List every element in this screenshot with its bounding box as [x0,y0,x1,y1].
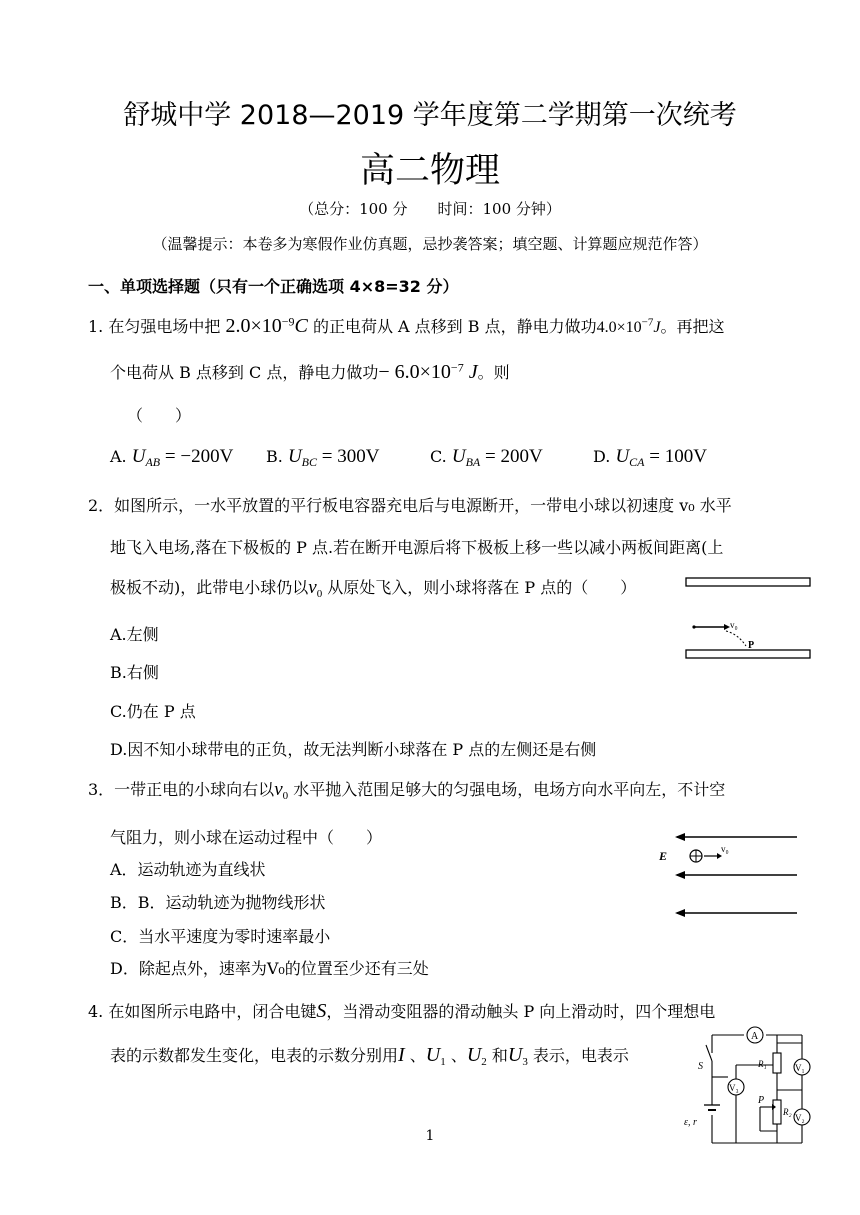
q2-line3: 极板不动)，此带电小球仍以$v_0$ 从原处飞入，则小球将落在 P 点的（ ） [110,577,637,601]
switch [706,1045,712,1061]
svg-text:S: S [698,1061,703,1072]
q3-option-d: D．除起点外，速率为V₀的位置至少还有三处 [110,959,429,978]
svg-text:V₂: V₂ [795,1113,805,1123]
q1-answer-blank: （ ） [127,406,192,425]
q1-line1: 1. 在匀强电场中把 $2.0\times 10^{-9}C$ 的正电荷从 A 点移到 B 点，静电力做功$4.0\times 10^{-7}J$。再把这 [88,314,725,337]
q3-option-a: A．运动轨迹为直线状 [110,860,266,879]
p-label: P [748,640,755,651]
q2-option-a: A.左侧 [110,625,159,644]
q1-option-a: A. $U_{AB} = -200V$ [110,446,234,470]
v0-label: v₀ [721,844,729,854]
resistor-r1 [773,1053,781,1073]
svg-text:ε, r: ε, r [684,1117,697,1128]
upper-plate [686,578,810,586]
trajectory [726,631,746,646]
svg-text:P: P [758,1095,765,1106]
v0-label: v₀ [730,620,738,630]
lower-plate [686,650,810,658]
q1-line2: 个电荷从 B 点移到 C 点，静电力做功− $6.0\times 10^{-7}$ J。则 [110,360,510,383]
svg-text:V₁: V₁ [795,1063,805,1073]
e-label: E [659,849,668,863]
q1-option-d: D. $U_{CA} = 100V$ [593,446,707,470]
q3-line1: 3．一带正电的小球向右以$v_0$ 水平抛入范围足够大的匀强电场，电场方向水平向左，不计空 [88,779,726,803]
q2-option-c: C.仍在 P 点 [110,702,196,721]
resistor-r2 [773,1100,781,1124]
exam-meta: （总分：100 分 时间：100 分钟） [299,200,561,218]
q1-option-c: C. $U_{BA} = 200V$ [430,446,543,470]
q4-line1: 4. 在如图所示电路中，闭合电键S，当滑动变阻器的滑动触头 P 向上滑动时，四个理想电 [88,1000,716,1022]
section-heading: 一、单项选择题（只有一个正确选项 4×8=32 分） [88,277,459,296]
exam-tip: （温馨提示：本卷多为寒假作业仿真题，忌抄袭答案；填空题、计算题应规范作答） [152,235,708,253]
q2-line2: 地飞入电场,落在下极板的 P 点.若在断开电源后将下极板上移一些以减小两板间距离(上 [110,538,724,557]
capacitor-figure [680,570,820,670]
page-number: 1 [425,1128,435,1144]
svg-text:R₁: R₁ [758,1059,767,1069]
svg-text:A: A [751,1031,759,1042]
q3-line2: 气阻力，则小球在运动过程中（ ） [110,828,383,847]
svg-text:V₃: V₃ [729,1083,739,1093]
svg-text:R₂: R₂ [783,1107,792,1117]
q3-option-b: B．B．运动轨迹为抛物线形状 [110,893,326,912]
subject-title: 高二物理 [359,151,500,191]
q4-line2: 表的示数都发生变化，电表的示数分别用I 、$U_1$ 、$U_2$ 和$U_3$ 表示，电表示 [110,1044,629,1069]
q3-option-c: C．当水平速度为零时速率最小 [110,927,331,946]
q2-option-b: B.右侧 [110,663,159,682]
electric-field-figure [655,825,805,925]
q2-option-d: D.因不知小球带电的正负，故无法判断小球落在 P 点的左侧还是右侧 [110,740,597,759]
q1-option-b: B. $U_{BC} = 300V$ [266,446,380,470]
exam-title: 舒城中学 2018—2019 学年度第二学期第一次统考 [123,100,737,131]
q2-line1: 2．如图所示，一水平放置的平行板电容器充电后与电源断开，一带电小球以初速度 v₀ 水平 [88,496,732,515]
